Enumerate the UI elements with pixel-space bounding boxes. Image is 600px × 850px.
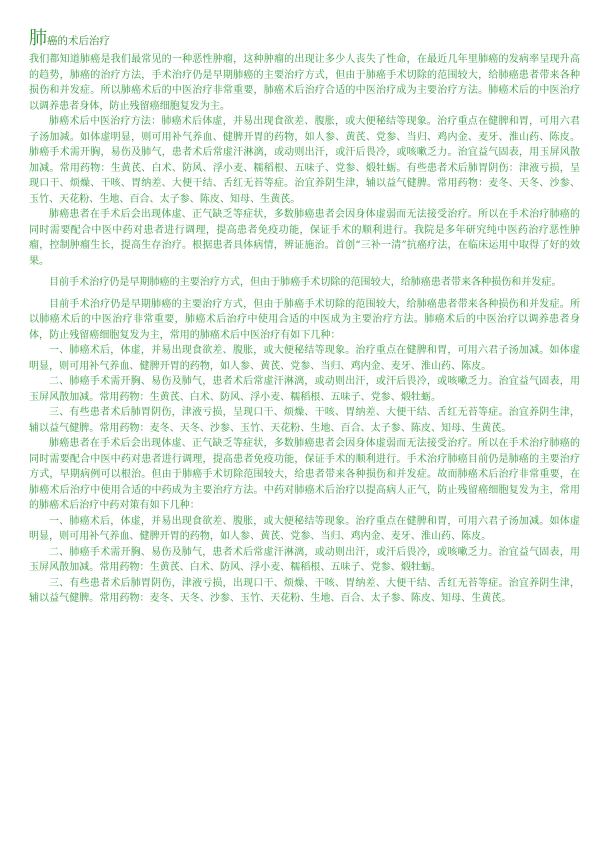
paragraph: 肺癌患者在手术后会出现体虚、正气缺乏等症状，多数肺癌患者会因身体虚弱而无法接受治疗。所以在手术治疗肺癌的同时需要配合中医中药对患者进行调理，提高患者免疫功能，保证手术的顺利进行。我院是多年研究纯中医药治疗恶性肿瘤，控制肿瘤生长，提高生存治疗。根据患者具体病情，辨证施治。首创“三补一清”抗癌疗法，在临床运用中取得了好的效果。 [29, 209, 580, 267]
paragraph: 目前手术治疗仍是早期肺癌的主要治疗方式，但由于肺癌手术切除的范围较大，给肺癌患者带来各种损伤和并发症。 [49, 277, 562, 288]
paragraph: 肺癌术后中医治疗方法：肺癌术后体虚，并易出现食欲差、腹胀，或大便秘结等现象。治疗重点在健脾和胃，可用六君子汤加减。如体虚明显，则可用补气养血、健脾开胃的药物，如人参、黄芪、党参、当归、鸡内金、麦牙、淮山药、陈皮。肺癌手术需开胸，易伤及肺气，患者术后常虚汗淋漓，或动则出汗，或汗后畏冷，或咳嗽乏力。治宜益气固表，用玉屏风散加减。常用药物：生黄芪、白术、防风、浮小麦、糯稻根、五味子、党参、煅牡蛎。有些患者术后肺胃阴伤：津液亏损，呈现口干、烦燥、干咳、胃纳差、大便干结、舌红无苔等症。治宜养阴生津，辅以益气健脾。常用药物：麦冬、天冬、沙参、玉竹、天花粉、生地、百合、太子参、陈皮、知母、生黄芪。 [29, 116, 580, 205]
paragraph: 三、有些患者术后肺胃阴伤，津液亏损，出现口干、烦燥、干咳、胃纳差、大便干结、舌红无苔等症。治宜养阴生津，辅以益气健脾。常用药物：麦冬、天冬、沙参、玉竹、天花粉、生地、百合、太子参、陈皮、知母、生黄芪。 [29, 577, 580, 604]
paragraph: 二、肺癌手术需开胸、易伤及肺气，患者术后常虚汗淋漓，或动则出汗，或汗后畏冷，或咳嗽乏力。治宜益气固表，用玉屏风散加减。常用药物：生黄芪、白术、防风、浮小麦、糯稻根、五味子、党参、煅牡蛎。 [29, 546, 580, 573]
paragraph: 一、肺癌术后，体虚，并易出现食欲差、腹胀，或大便秘结等现象。治疗重点在健脾和胃，可用六君子汤加减。如体虚明显，则可用补气养血、健脾开胃的药物，如人参、黄芪、党参、当归、鸡内金、麦牙、淮山药、陈皮。 [29, 345, 580, 372]
paragraph: 我们都知道肺癌是我们最常见的一种恶性肿瘤，这种肿瘤的出现让多少人丧失了性命，在最近几年里肺癌的发病率呈现升高的趋势，肺癌的治疗方法，手术治疗仍是早期肺癌的主要治疗方式，但由于肺癌手术切除的范围较大，给肺癌患者带来各种损伤和并发症。所以肺癌术后的中医治疗非常重要，肺癌术后治疗合适的中医治疗成为主要治疗方法。肺癌术后的中医治疗以调养患者身体，防止残留癌细胞复发为主。 [29, 54, 580, 112]
paragraph: 目前手术治疗仍是早期肺癌的主要治疗方式，但由于肺癌手术切除的范围较大，给肺癌患者带来各种损伤和并发症。所以肺癌术后的中医治疗非常重要，肺癌术后治疗中使用合适的中医成为主要治疗方法。肺癌术后的中医治疗以调养患者身体，防止残留癌细胞复发为主，常用的肺癌术后中医治疗有如下几种： [29, 298, 580, 341]
page-title [29, 30, 580, 48]
title-lead-char: 肺 [29, 28, 47, 49]
paragraph: 二、肺癌手术需开胸、易伤及肺气，患者术后常虚汗淋漓，或动则出汗，或汗后畏冷，或咳嗽乏力。治宜益气固表，用玉屏风散加减。常用药物：生黄芪、白术、防风、浮小麦、糯稻根、五味子、党参、煅牡蛎。 [29, 376, 580, 403]
paragraph: 一、肺癌术后，体虚，并易出现食欲差、腹胀，或大便秘结等现象。治疗重点在健脾和胃，可用六君子汤加减。如体虚明显，则可用补气养血、健脾开胃的药物，如人参、黄芪、党参、当归、鸡内金、麦牙、淮山药、陈皮。 [29, 515, 580, 542]
paragraph: 三、有些患者术后肺胃阴伤，津液亏损，呈现口干、烦燥、干咳、胃纳差、大便干结、舌红无苔等症。治宜养阴生津，辅以益气健脾。常用药物：麦冬、天冬、沙参、玉竹、天花粉、生地、百合、太子参、陈皮、知母、生黄芪。 [29, 407, 580, 434]
article-body [29, 52, 580, 607]
title-rest: 癌的术后治疗 [47, 35, 110, 47]
paragraph: 肺癌患者在手术后会出现体虚、正气缺乏等症状，多数肺癌患者会因身体虚弱而无法接受治疗。所以在手术治疗肺癌的同时需要配合中医中药对患者进行调理，提高患者免疫功能，保证手术的顺利进行。手术治疗肺癌目前仍是肺癌的主要治疗方式，早期病例可以根治。但由于肺癌手术切除范围较大，给患者带来各种损伤和并发症。故而肺癌术后治疗非常重要，在肺癌术后治疗中使用合适的中药成为主要治疗方法。中药对肺癌术后治疗以提高病人正气，防止残留癌细胞复发为主，常用的肺癌术后治疗中药对策有如下几种： [29, 438, 580, 511]
